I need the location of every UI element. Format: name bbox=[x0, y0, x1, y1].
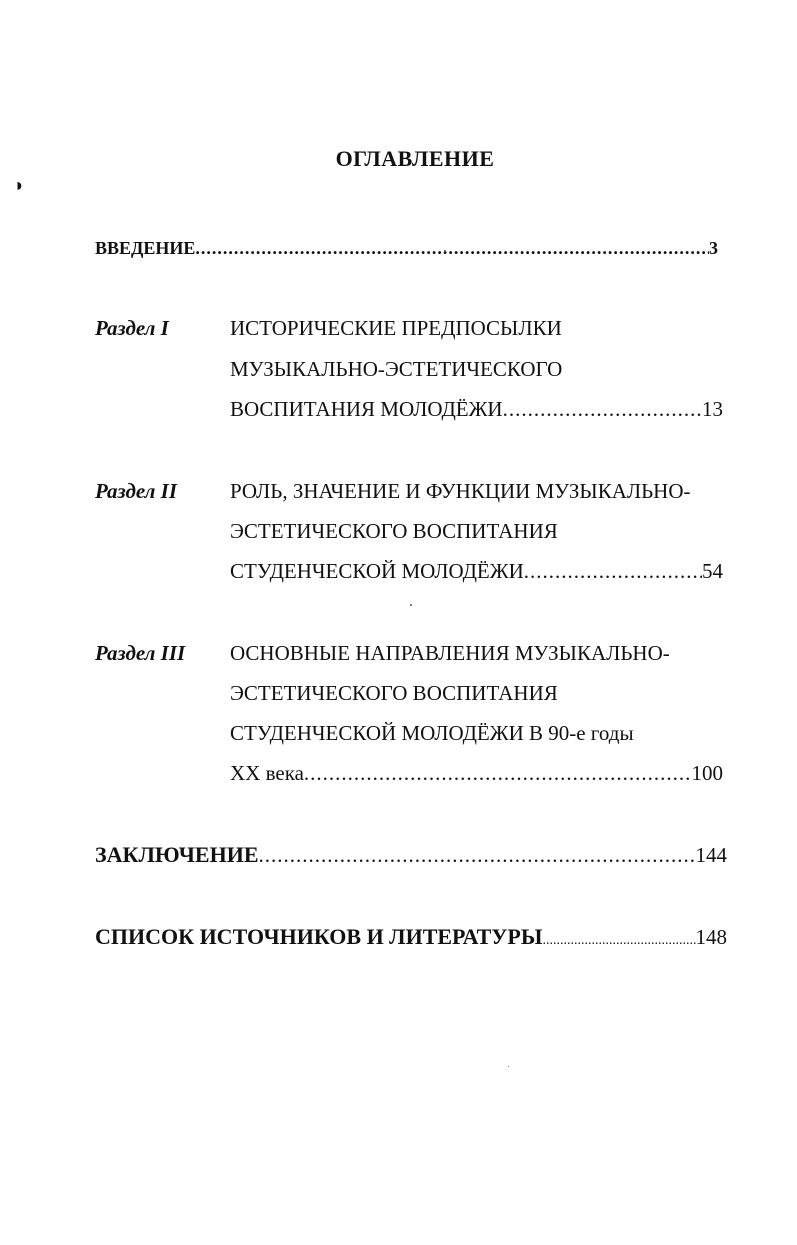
section-3-line-4-text: XX века bbox=[230, 761, 304, 785]
section-2-line-1[interactable]: РОЛЬ, ЗНАЧЕНИЕ И ФУНКЦИИ МУЗЫКАЛЬНО- bbox=[230, 479, 691, 503]
toc-entry-label: СПИСОК ИСТОЧНИКОВ И ЛИТЕРАТУРЫ bbox=[95, 924, 543, 949]
section-2-line-2[interactable]: ЭСТЕТИЧЕСКОГО ВОСПИТАНИЯ bbox=[230, 519, 558, 543]
section-1-line-1[interactable]: ИСТОРИЧЕСКИЕ ПРЕДПОСЫЛКИ bbox=[230, 316, 562, 340]
dot-leader bbox=[259, 843, 696, 868]
dot-leader bbox=[195, 238, 709, 259]
section-3-line-4[interactable] bbox=[230, 761, 723, 786]
scan-speck bbox=[444, 250, 446, 252]
dot-leader bbox=[503, 397, 702, 422]
section-label-3: Раздел III bbox=[95, 641, 186, 665]
toc-page-number: 54 bbox=[702, 559, 723, 583]
section-2-line-3-text: СТУДЕНЧЕСКОЙ МОЛОДЁЖИ bbox=[230, 559, 524, 583]
section-3-line-2[interactable]: ЭСТЕТИЧЕСКОГО ВОСПИТАНИЯ bbox=[230, 681, 558, 705]
toc-entry-label: ЗАКЛЮЧЕНИЕ bbox=[95, 842, 259, 867]
section-2-line-3[interactable] bbox=[230, 559, 723, 584]
toc-page-number: 13 bbox=[702, 397, 723, 421]
toc-page-number: 144 bbox=[695, 843, 727, 867]
toc-entry-sources[interactable] bbox=[95, 924, 727, 950]
section-3-line-3[interactable]: СТУДЕНЧЕСКОЙ МОЛОДЁЖИ В 90-е годы bbox=[230, 721, 634, 745]
dot-leader bbox=[304, 761, 692, 786]
section-1-line-3[interactable] bbox=[230, 397, 723, 422]
dot-leader bbox=[542, 933, 695, 949]
section-label-1: Раздел I bbox=[95, 316, 169, 340]
toc-entry-intro[interactable] bbox=[95, 238, 718, 259]
section-1-line-2[interactable]: МУЗЫКАЛЬНО-ЭСТЕТИЧЕСКОГО bbox=[230, 357, 563, 381]
scan-speck bbox=[410, 604, 412, 606]
toc-page-number: 148 bbox=[695, 925, 727, 949]
margin-mark: ◗ bbox=[14, 175, 25, 195]
page-title: ОГЛАВЛЕНИЕ bbox=[335, 146, 495, 171]
dot-leader bbox=[524, 559, 702, 584]
section-3-line-1[interactable]: ОСНОВНЫЕ НАПРАВЛЕНИЯ МУЗЫКАЛЬНО- bbox=[230, 641, 670, 665]
toc-page-number: 100 bbox=[691, 761, 723, 785]
toc-page-number: 3 bbox=[709, 238, 718, 258]
toc-entry-label: ВВЕДЕНИЕ bbox=[95, 238, 196, 258]
scan-speck bbox=[508, 1066, 509, 1067]
toc-entry-conclusion[interactable] bbox=[95, 842, 727, 868]
section-1-line-3-text: ВОСПИТАНИЯ МОЛОДЁЖИ bbox=[230, 397, 503, 421]
section-label-2: Раздел II bbox=[95, 479, 178, 503]
